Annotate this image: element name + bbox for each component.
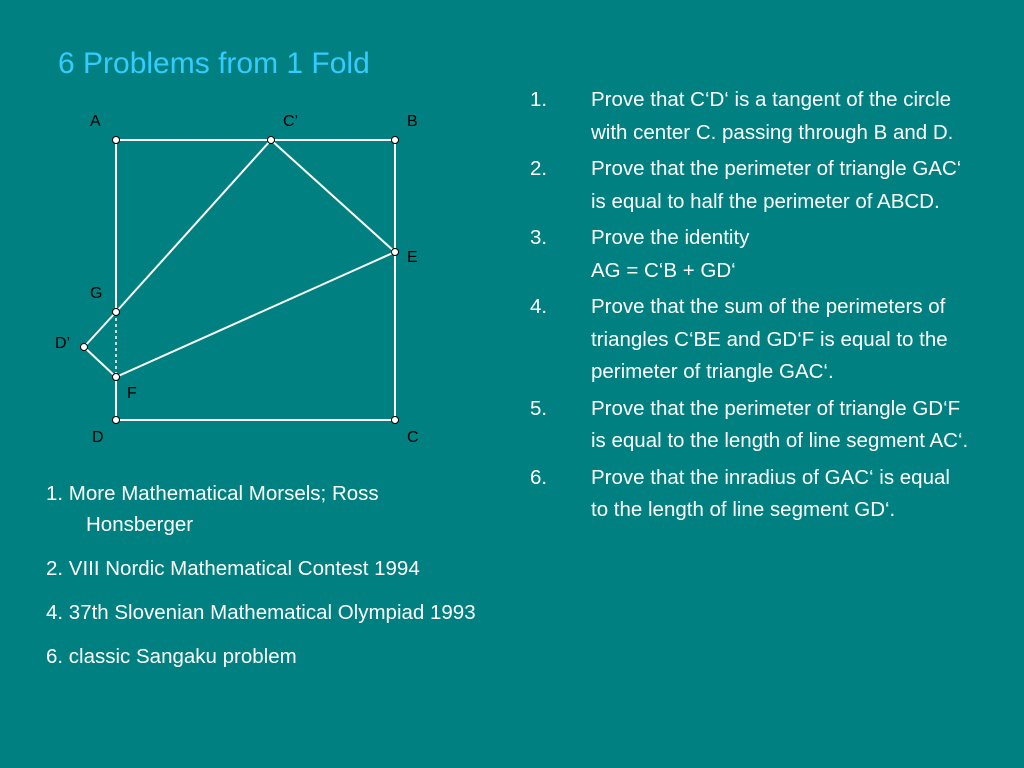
problem-text: Prove that C‘D‘ is a tangent of the circle with center C. passing through B and D. (591, 88, 954, 144)
problem-number: 3. (530, 226, 548, 249)
problem-item (530, 393, 970, 458)
problem-item (530, 153, 970, 218)
point-label-E: E (407, 249, 418, 266)
reference-item: 6. classic Sangaku problem (46, 645, 297, 668)
problem-text: Prove that the sum of the perimeters of triangles C‘BE and GD‘F is equal to the perimeter of triangle GAC‘. (591, 295, 948, 383)
point-label-B: B (407, 113, 418, 130)
point-E (392, 249, 399, 256)
problem-number: 2. (530, 157, 548, 180)
reference-item: 4. 37th Slovenian Mathematical Olympiad 1993 (46, 601, 476, 624)
segment-E-F (116, 252, 395, 377)
point-G (113, 309, 120, 316)
problem-list (530, 84, 970, 531)
point-label-C: C (407, 429, 419, 446)
reference-item: 1. More Mathematical Morsels; Ross Honsberger (46, 482, 379, 536)
reference-item: 2. VIII Nordic Mathematical Contest 1994 (46, 557, 420, 580)
diagram-segments (84, 140, 395, 420)
segment-C1-E (271, 140, 395, 252)
point-C (392, 417, 399, 424)
problem-text: Prove that the inradius of GAC‘ is equal to the length of line segment GD‘. (591, 465, 950, 521)
problem-number: 4. (530, 295, 548, 318)
problem-number: 1. (530, 88, 548, 111)
reference-list (46, 478, 476, 685)
point-label-A: A (90, 113, 101, 130)
problem-text: Prove that the perimeter of triangle GD‘F is equal to the length of line segment AC‘. (591, 396, 969, 452)
fold-diagram (0, 0, 470, 460)
point-label-D1: D’ (55, 335, 71, 352)
problem-item (530, 462, 970, 527)
problem-number: 6. (530, 465, 548, 489)
problem-text: Prove that the perimeter of triangle GAC‘ is equal to half the perimeter of ABCD. (591, 157, 962, 213)
segment-G-D1 (84, 312, 116, 347)
point-label-C1: C’ (283, 113, 299, 130)
point-F (113, 374, 120, 381)
diagram-points (81, 137, 399, 424)
problem-item (530, 84, 970, 149)
diagram-labels (55, 113, 419, 446)
problem-number: 5. (530, 396, 548, 420)
point-B (392, 137, 399, 144)
point-label-G: G (90, 285, 103, 302)
point-A (113, 137, 120, 144)
point-D (113, 417, 120, 424)
point-label-F: F (127, 385, 137, 402)
segment-G-C1 (116, 140, 271, 312)
problem-text-line2: AG = C‘B + GD‘ (591, 258, 736, 282)
slide-title: 6 Problems from 1 Fold (58, 47, 370, 80)
point-label-D: D (92, 429, 104, 446)
point-C1 (268, 137, 275, 144)
problem-item (530, 291, 970, 389)
problem-text: Prove the identity (591, 226, 750, 249)
problem-item (530, 222, 970, 287)
point-D1 (81, 344, 88, 351)
segment-D1-F (84, 347, 116, 377)
